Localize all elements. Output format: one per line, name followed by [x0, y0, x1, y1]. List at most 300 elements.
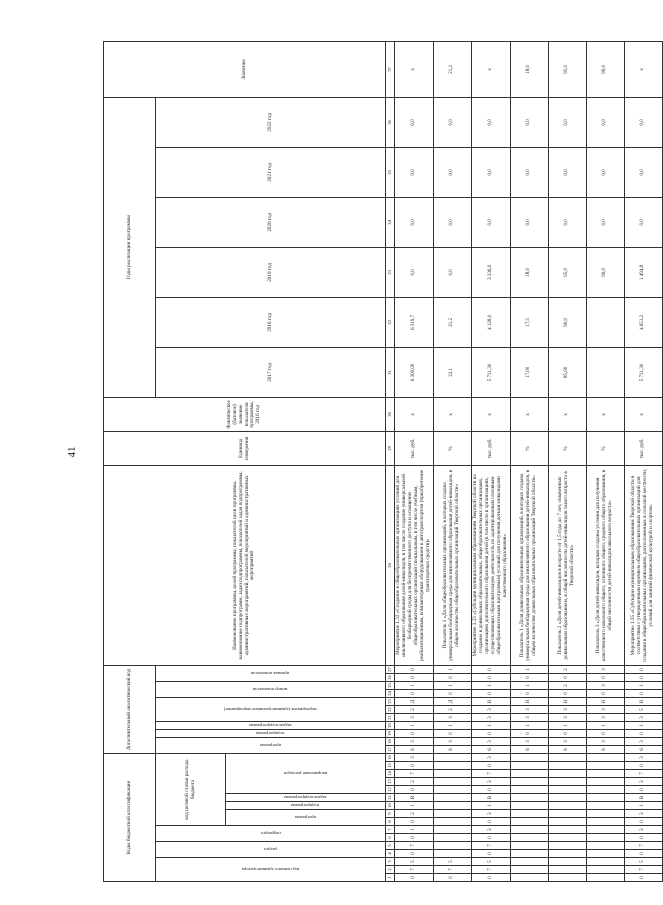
unit-cell: тыс. руб. [471, 431, 510, 465]
code-digit-cell: Н [624, 698, 662, 706]
code-digit-cell [586, 874, 624, 882]
code-digit-cell [586, 834, 624, 842]
completion-value-cell: х [395, 41, 434, 97]
year-2019-header: 2019 год [156, 247, 386, 297]
code-digit-cell [510, 786, 548, 794]
column-index-cell: 10 [386, 802, 395, 810]
column-index-cell: 14 [386, 770, 395, 778]
indicator-type-header: признак показателя [156, 665, 386, 681]
code-digit-cell: 0 [510, 730, 548, 738]
column-index-row [386, 41, 395, 881]
code-digit-cell: 0 [510, 674, 548, 682]
year-value-cell: 95,0 [548, 247, 586, 297]
code-digit-cell [586, 866, 624, 874]
row-name-cell: Мероприятие 1.33 «Субсидии муниципальным образованиям Тверской области на создание в дошкольных образовательных, общеобразовательных организациях, организациях дополнительного образования детей (в том числе в организациях, осуществляющих образовательную деятельность по адаптированным основным общеобразовательным программам) условий для получения детьми-инвалидами качественного образования» [471, 465, 510, 665]
completion-value-cell: х [624, 41, 662, 97]
code-digit-cell: 3 [624, 714, 662, 722]
column-index-cell: 9 [386, 810, 395, 818]
code-digit-cell: 0 [624, 665, 662, 673]
code-digit-cell: 1 [433, 682, 471, 690]
code-digit-cell: 3 [395, 754, 434, 762]
column-index-cell: 5 [386, 842, 395, 850]
code-digit-cell [586, 842, 624, 850]
code-digit-cell: 3 [433, 714, 471, 722]
program-table [103, 41, 663, 882]
code-digit-cell: R [395, 794, 434, 802]
column-index-cell: 7 [386, 826, 395, 834]
code-digit-cell [586, 802, 624, 810]
column-index-cell: 13 [386, 778, 395, 786]
column-index-cell: 4 [386, 850, 395, 858]
code-digit-cell [510, 826, 548, 834]
document-sheet [103, 42, 655, 882]
code-digit-cell: 3 [471, 714, 510, 722]
row-name-cell: Показатель 2 «Доля детей-инвалидов в возрасте от 1,5 года до 7 лет, охваченных дошкольным образованием, в общей численности детей-инвалидов такого возраста в Тверской области» [548, 465, 586, 665]
code-digit-cell: 2 [624, 778, 662, 786]
section-header: раздел [156, 842, 386, 858]
code-digit-cell [510, 794, 548, 802]
column-index-cell: 30 [386, 397, 395, 431]
code-digit-cell [548, 874, 586, 882]
subprogram-header: подпрограмма [226, 802, 386, 810]
code-digit-cell: 3 [395, 738, 434, 746]
code-digit-cell: 1 [510, 665, 548, 673]
code-digit-cell: 1 [395, 682, 434, 690]
task-header: задача подпрограммы [226, 794, 386, 802]
code-digit-cell [433, 802, 471, 810]
year-value-cell: 85,00 [548, 347, 586, 397]
completion-value-cell: 18,0 [510, 41, 548, 97]
code-digit-cell [510, 834, 548, 842]
subprogram-col-header: подпрограмма [156, 730, 386, 738]
code-digit-cell: 6 [471, 746, 510, 754]
column-index-cell: 32 [386, 297, 395, 347]
target-code-header: код целевой статьи расхода бюджета [156, 754, 226, 826]
code-digit-cell: Н [586, 698, 624, 706]
code-digit-cell [510, 762, 548, 770]
column-index-cell: 20 [386, 722, 395, 730]
table-row [548, 41, 586, 881]
code-digit-cell: 7 [471, 842, 510, 850]
code-digit-cell: 0 [624, 674, 662, 682]
year-value-cell: 0,0 [471, 97, 510, 147]
code-digit-cell: 0 [395, 818, 434, 826]
table-row [624, 41, 662, 881]
base-value-cell: х [510, 397, 548, 431]
row-name-cell: Показатель 3 «Доля детей-инвалидов, которым созданы условия для получения качественного начального общего, основного общего, среднего общего образования, в общей численности детей-инвалидов школьного возраста» [586, 465, 624, 665]
table-row [471, 41, 510, 881]
code-digit-cell [548, 818, 586, 826]
code-digit-cell: 5 [471, 858, 510, 866]
code-digit-cell: 2 [433, 706, 471, 714]
column-index-cell: 11 [386, 794, 395, 802]
year-value-cell: 21,2 [433, 297, 471, 347]
code-digit-cell: 3 [471, 754, 510, 762]
code-digit-cell: 1 [471, 802, 510, 810]
code-digit-cell: 0 [433, 874, 471, 882]
year-value-cell: 0,0 [586, 147, 624, 197]
code-digit-cell: 0 [624, 762, 662, 770]
year-value-cell: 6 319,7 [395, 297, 434, 347]
unit-cell: % [586, 431, 624, 465]
code-digit-cell: 0 [624, 818, 662, 826]
code-digit-cell: 5 [624, 858, 662, 866]
column-index-cell: 36 [386, 97, 395, 147]
code-digit-cell: 0 [471, 874, 510, 882]
column-index-cell: 8 [386, 818, 395, 826]
code-digit-cell [433, 754, 471, 762]
code-digit-cell: 2 [395, 706, 434, 714]
code-digit-cell [548, 754, 586, 762]
code-digit-cell: 0 [510, 690, 548, 698]
event-col-header: мероприятие (административное мероприятие) [156, 698, 386, 722]
code-digit-cell [433, 850, 471, 858]
code-digit-cell: 2 [471, 826, 510, 834]
column-index-cell: 6 [386, 834, 395, 842]
indicator-num-header: номер показателя [156, 682, 386, 698]
code-digit-cell: 0 [586, 730, 624, 738]
code-digit-cell [433, 786, 471, 794]
column-index-cell: 21 [386, 714, 395, 722]
code-digit-cell [510, 850, 548, 858]
code-digit-cell: 3 [586, 665, 624, 673]
column-index-cell: 17 [386, 746, 395, 754]
year-value-cell: 1 494,8 [624, 247, 662, 297]
year-value-cell: 0,0 [548, 97, 586, 147]
code-digit-cell: 0 [624, 786, 662, 794]
year-2017-header: 2017 год [156, 347, 386, 397]
unit-cell: % [510, 431, 548, 465]
code-digit-cell: 3 [624, 738, 662, 746]
code-digit-cell: 0 [624, 834, 662, 842]
code-digit-cell: 0 [395, 874, 434, 882]
code-digit-cell: 0 [395, 690, 434, 698]
code-digit-cell: 7 [395, 842, 434, 850]
code-digit-cell: 0 [624, 874, 662, 882]
code-digit-cell: 3 [586, 682, 624, 690]
year-value-cell: 0,0 [395, 247, 434, 297]
code-digit-cell: 2 [395, 778, 434, 786]
code-digit-cell: 1 [471, 682, 510, 690]
code-digit-cell: 5 [395, 858, 434, 866]
code-digit-cell [586, 762, 624, 770]
target-group-header: направление расходов [226, 754, 386, 794]
code-digit-cell [510, 818, 548, 826]
base-value-cell: х [548, 397, 586, 431]
year-value-cell: 0,0 [433, 247, 471, 297]
table-row [395, 41, 434, 881]
code-digit-cell [510, 754, 548, 762]
code-digit-cell: 6 [548, 746, 586, 754]
code-digit-cell [510, 866, 548, 874]
code-digit-cell: 3 [510, 738, 548, 746]
year-value-cell: 6 300,00 [395, 347, 434, 397]
code-digit-cell [510, 858, 548, 866]
code-digit-cell: 3 [586, 714, 624, 722]
completion-value-cell: 21,2 [433, 41, 471, 97]
program-col-header: программа [156, 738, 386, 754]
column-index-cell: 26 [386, 674, 395, 682]
year-value-cell [586, 347, 624, 397]
base-value-cell: х [471, 397, 510, 431]
year-2018-header: 2018 год [156, 297, 386, 347]
code-digit-cell: 3 [433, 738, 471, 746]
completion-value-cell: 95,0 [548, 41, 586, 97]
code-digit-cell: 0 [395, 834, 434, 842]
code-digit-cell: 3 [471, 706, 510, 714]
row-name-cell: Мероприятие 1.35 «Субсидии муниципальным образованиям Тверской области в соответствии с утвержденным перечнем общеобразовательных организаций для создания в общеобразовательных организациях, расположенных в сельской местности, условий для занятий физической культурой и спортом» [624, 465, 662, 665]
year-value-cell: 0,0 [510, 147, 548, 197]
codes-budget-header: Коды бюджетной классификации [104, 754, 156, 882]
code-digit-cell: Н [471, 698, 510, 706]
code-digit-cell [548, 810, 586, 818]
code-digit-cell: 0 [624, 730, 662, 738]
year-value-cell: 18,0 [510, 247, 548, 297]
year-2020-header: 2020 год [156, 197, 386, 247]
year-value-cell: 5 711,30 [624, 347, 662, 397]
code-digit-cell [510, 874, 548, 882]
code-digit-cell: 0 [433, 730, 471, 738]
code-digit-cell: 1 [471, 722, 510, 730]
code-digit-cell [586, 754, 624, 762]
completion-value-cell: 99,0 [586, 41, 624, 97]
code-digit-cell: 7 [433, 866, 471, 874]
year-value-cell [586, 297, 624, 347]
code-digit-cell: 3 [624, 754, 662, 762]
column-index-cell: 25 [386, 682, 395, 690]
completion-header: Значение [104, 41, 386, 97]
code-digit-cell: 6 [624, 746, 662, 754]
code-digit-cell: 0 [624, 850, 662, 858]
column-index-cell: 16 [386, 754, 395, 762]
code-digit-cell: 0 [471, 834, 510, 842]
year-value-cell: 0,0 [433, 197, 471, 247]
code-digit-cell: 6 [395, 746, 434, 754]
code-digit-cell: 2 [548, 665, 586, 673]
code-digit-cell: 1 [586, 722, 624, 730]
code-digit-cell: 1 [548, 722, 586, 730]
column-index-cell: 28 [386, 465, 395, 665]
year-value-cell: 0,0 [395, 147, 434, 197]
code-digit-cell [548, 762, 586, 770]
code-digit-cell [586, 826, 624, 834]
code-digit-cell [586, 818, 624, 826]
code-digit-cell [586, 810, 624, 818]
year-value-cell: 17,00 [510, 347, 548, 397]
page-number: 41 [66, 446, 78, 458]
code-digit-cell: 1 [624, 802, 662, 810]
code-digit-cell [433, 762, 471, 770]
code-digit-cell: 7 [471, 866, 510, 874]
year-value-cell: 22,1 [433, 347, 471, 397]
code-digit-cell: 7 [624, 770, 662, 778]
code-digit-cell: 6 [510, 746, 548, 754]
code-digit-cell [433, 770, 471, 778]
code-digit-cell [433, 826, 471, 834]
code-digit-cell: 3 [548, 714, 586, 722]
code-digit-cell [548, 794, 586, 802]
code-digit-cell [510, 802, 548, 810]
code-digit-cell: 3 [510, 714, 548, 722]
code-digit-cell: 0 [586, 690, 624, 698]
year-value-cell: 0,0 [471, 197, 510, 247]
base-value-cell: х [586, 397, 624, 431]
code-digit-cell: R [624, 794, 662, 802]
column-index-cell: 27 [386, 665, 395, 673]
task-col-header: задача подпрограммы [156, 722, 386, 730]
code-digit-cell [433, 810, 471, 818]
code-digit-cell: R [471, 794, 510, 802]
year-value-cell: 0,0 [433, 97, 471, 147]
column-index-cell: 12 [386, 786, 395, 794]
code-digit-cell [548, 802, 586, 810]
code-digit-cell: 3 [586, 738, 624, 746]
code-digit-cell: 2 [624, 826, 662, 834]
year-value-cell: 4 651,2 [624, 297, 662, 347]
code-digit-cell: 1 [433, 722, 471, 730]
code-digit-cell: 7 [395, 866, 434, 874]
year-value-cell: 0,0 [548, 147, 586, 197]
code-digit-cell: 1 [395, 722, 434, 730]
base-value-cell: х [433, 397, 471, 431]
table-body [395, 41, 663, 881]
code-digit-cell [586, 794, 624, 802]
column-index-cell: 33 [386, 247, 395, 297]
code-digit-cell [510, 810, 548, 818]
year-value-cell: 0,0 [395, 97, 434, 147]
code-digit-cell: 0 [471, 850, 510, 858]
code-digit-cell: 0 [471, 762, 510, 770]
code-digit-cell: 0 [395, 674, 434, 682]
base-header: Фактическое (базовое) значение показателя программы, 2016 год [104, 397, 386, 431]
code-digit-cell [548, 834, 586, 842]
code-digit-cell: 0 [548, 730, 586, 738]
row-name-cell: Показатель 1 «Доля общеобразовательных организаций, в которых создана универсальная безбарьерная среда для инклюзивного образования детей-инвалидов, в общем количестве общеобразовательных организаций Тверской области» [433, 465, 471, 665]
year-value-cell: 0,0 [586, 97, 624, 147]
code-digit-cell: 3 [471, 738, 510, 746]
table-row [586, 41, 624, 881]
year-value-cell: 0,0 [510, 197, 548, 247]
code-digit-cell: 0 [395, 850, 434, 858]
code-digit-cell: 3 [510, 706, 548, 714]
column-index-cell: 24 [386, 690, 395, 698]
unit-cell: тыс. руб. [624, 431, 662, 465]
code-digit-cell: 0 [471, 730, 510, 738]
code-digit-cell [548, 850, 586, 858]
base-value-cell: х [624, 397, 662, 431]
admin-code-header: код главного администратора [156, 858, 386, 882]
year-2022-header: 2022 год [156, 97, 386, 147]
code-digit-cell: 0 [471, 665, 510, 673]
year-value-cell: 99,0 [586, 247, 624, 297]
code-digit-cell [433, 778, 471, 786]
code-digit-cell [510, 778, 548, 786]
code-digit-cell [548, 770, 586, 778]
code-digit-cell: 6 [433, 746, 471, 754]
year-value-cell: 0,0 [433, 147, 471, 197]
code-digit-cell [548, 826, 586, 834]
year-value-cell: 0,0 [395, 197, 434, 247]
code-digit-cell: 2 [471, 810, 510, 818]
code-digit-cell: Д [433, 698, 471, 706]
years-header: Годы реализации программы [104, 97, 156, 397]
code-digit-cell [433, 842, 471, 850]
unit-cell: % [433, 431, 471, 465]
year-value-cell: 0,0 [624, 147, 662, 197]
column-index-cell: 3 [386, 858, 395, 866]
code-digit-cell [433, 794, 471, 802]
code-digit-cell: Н [510, 698, 548, 706]
code-digit-cell [548, 866, 586, 874]
code-digit-cell [586, 770, 624, 778]
code-digit-cell: 5 [433, 858, 471, 866]
year-value-cell: 4 128,0 [471, 297, 510, 347]
code-digit-cell: 0 [433, 674, 471, 682]
code-digit-cell: 1 [395, 802, 434, 810]
year-value-cell: 0,0 [624, 197, 662, 247]
row-name-cell: Мероприятие 1.32 «Создание в общеобразовательных организациях условий для инклюзивного образования детей-инвалидов, в том числе создание универсальной безбарьерной среды для беспрепятственного доступа и оснащение общеобразовательных организаций специальным, в том числе учебным, реабилитационным, компьютерным оборудованием и автотранспортом (приобретение транспортных средств)» [395, 465, 434, 665]
code-digit-cell: 1 [624, 722, 662, 730]
code-digit-cell: 0 [548, 690, 586, 698]
code-digit-cell [586, 858, 624, 866]
column-index-cell: 18 [386, 738, 395, 746]
unit-header: Единица измерения [104, 431, 386, 465]
year-value-cell: 90,0 [548, 297, 586, 347]
code-digit-cell [510, 842, 548, 850]
code-digit-cell [433, 834, 471, 842]
column-index-cell: 34 [386, 197, 395, 247]
code-digit-cell: Д [395, 698, 434, 706]
column-index-cell: 19 [386, 730, 395, 738]
column-index-cell: 2 [386, 866, 395, 874]
column-index-cell: 29 [386, 431, 395, 465]
code-digit-cell: 0 [471, 674, 510, 682]
code-digit-cell: 2 [548, 682, 586, 690]
code-digit-cell: 0 [471, 690, 510, 698]
year-value-cell: 0,0 [471, 147, 510, 197]
year-2021-header: 2021 год [156, 147, 386, 197]
code-digit-cell: 0 [624, 690, 662, 698]
year-value-cell: 0,0 [586, 197, 624, 247]
code-digit-cell: 0 [548, 674, 586, 682]
code-digit-cell: 0 [395, 665, 434, 673]
code-digit-cell: 7 [624, 866, 662, 874]
code-digit-cell: 1 [624, 682, 662, 690]
code-digit-cell [548, 778, 586, 786]
column-index-cell: 22 [386, 706, 395, 714]
code-digit-cell [510, 770, 548, 778]
code-digit-cell: 0 [395, 730, 434, 738]
column-index-cell: 35 [386, 147, 395, 197]
code-digit-cell: 3 [395, 714, 434, 722]
year-value-cell: 0,0 [548, 197, 586, 247]
code-digit-cell: 0 [586, 674, 624, 682]
program-header: программа [226, 810, 386, 826]
code-digit-cell [586, 786, 624, 794]
code-digit-cell: 1 [395, 826, 434, 834]
completion-value-cell: х [471, 41, 510, 97]
code-digit-cell: 6 [586, 746, 624, 754]
code-digit-cell: 3 [548, 738, 586, 746]
unit-cell: % [548, 431, 586, 465]
code-digit-cell: 1 [433, 665, 471, 673]
column-index-cell: 1 [386, 874, 395, 882]
column-index-cell: 23 [386, 698, 395, 706]
code-digit-cell: 0 [471, 818, 510, 826]
column-index-cell: 37 [386, 41, 395, 97]
column-index-cell: 15 [386, 762, 395, 770]
code-digit-cell: 2 [395, 810, 434, 818]
